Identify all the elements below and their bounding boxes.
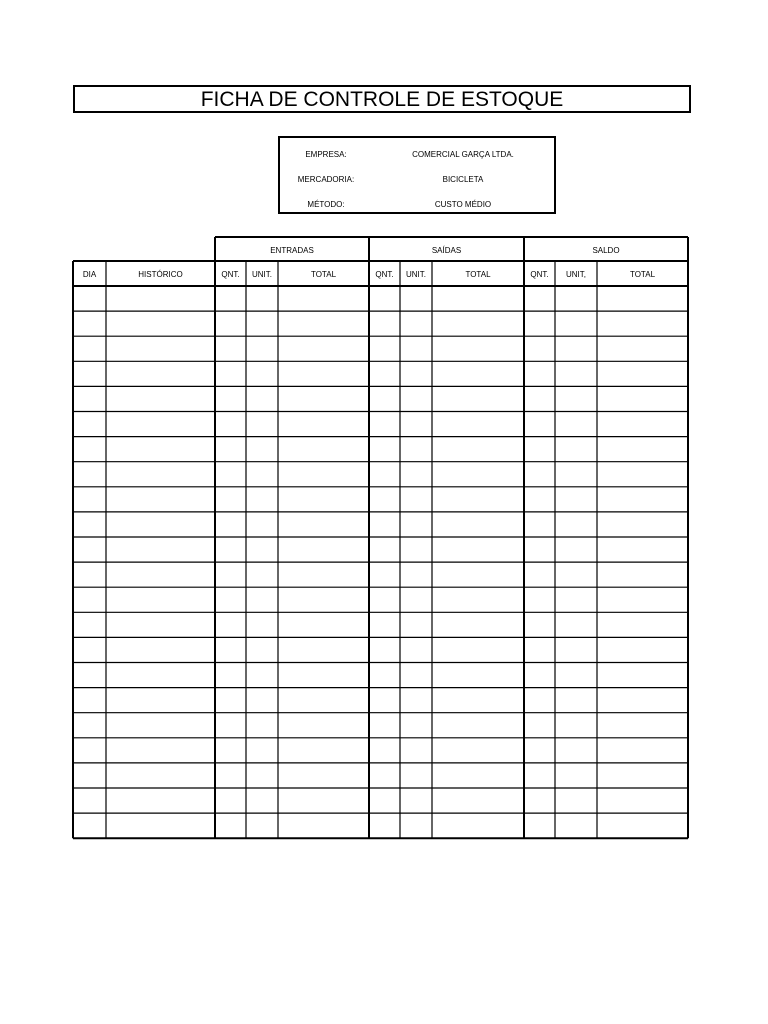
column-header-label: HISTÓRICO [138, 270, 183, 279]
mercadoria-label: MERCADORIA: [297, 175, 355, 184]
column-header-label: DIA [82, 270, 97, 279]
column-header-label: QNT. [375, 270, 394, 279]
metodo-value: CUSTO MÉDIO [434, 200, 492, 209]
column-header-label: TOTAL [310, 270, 337, 279]
empresa-label: EMPRESA: [305, 150, 347, 159]
mercadoria-value: BICICLETA [442, 175, 484, 184]
empresa-value: COMERCIAL GARÇA LTDA. [412, 150, 514, 159]
column-header-label: QNT. [530, 270, 549, 279]
column-header-label: QNT. [221, 270, 240, 279]
column-header-label: UNIT. [406, 270, 426, 279]
group-label-0: ENTRADAS [270, 246, 314, 255]
column-header-label: UNIT, [566, 270, 586, 279]
column-header-label: UNIT. [252, 270, 272, 279]
form-title: FICHA DE CONTROLE DE ESTOQUE [200, 87, 564, 111]
column-header-label: TOTAL [465, 270, 491, 279]
metodo-label: MÉTODO: [307, 200, 345, 209]
column-header-label: TOTAL [629, 270, 656, 279]
group-label-1: SAÍDAS [431, 246, 462, 255]
group-label-2: SALDO [592, 246, 620, 255]
